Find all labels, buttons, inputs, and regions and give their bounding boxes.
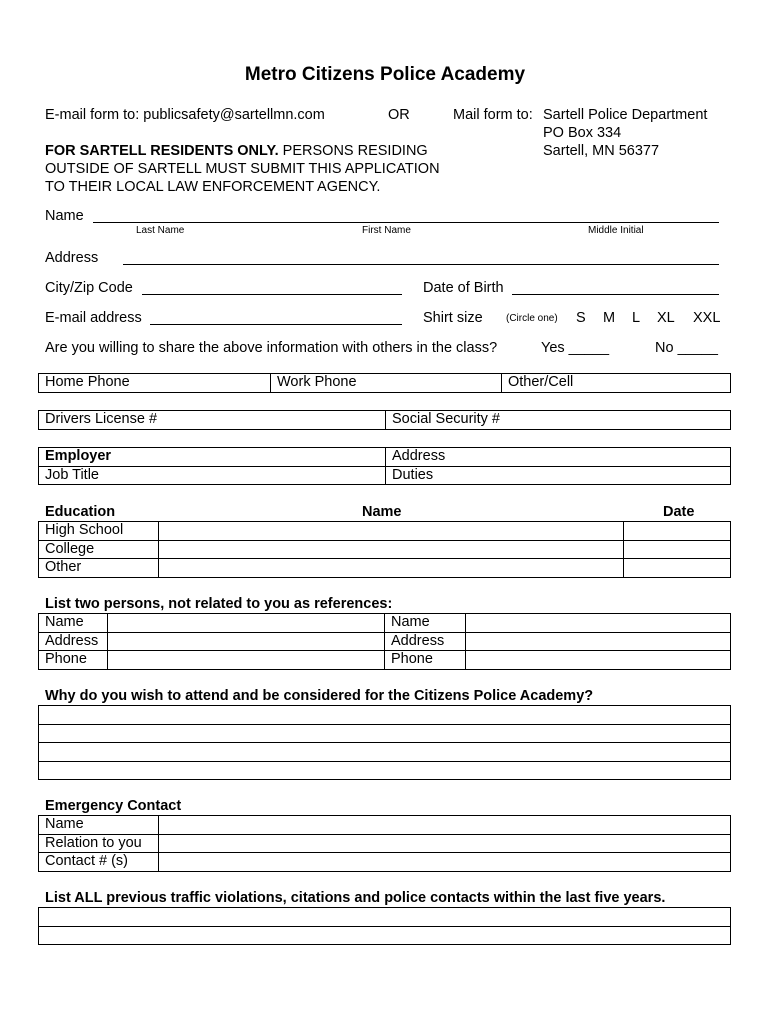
references-table [38, 613, 731, 670]
form-title: Metro Citizens Police Academy [244, 64, 526, 85]
references-row [39, 651, 731, 670]
emergency-contact-table [38, 815, 731, 872]
why-attend-heading: Why do you wish to attend and be considered for the Citizens Police Academy? [45, 688, 594, 704]
employer-label: Employer [45, 448, 112, 465]
dob-label: Date of Birth [423, 280, 504, 296]
employment-table [38, 447, 731, 485]
violations-table [38, 907, 731, 945]
residency-notice-line3: TO THEIR LOCAL LAW ENFORCEMENT AGENCY. [45, 179, 381, 195]
email-address-label: E-mail address [45, 310, 142, 326]
emergency-row [39, 834, 731, 853]
middle-initial-caption: Middle Initial [588, 225, 644, 236]
job-title-field[interactable] [39, 466, 386, 485]
emergency-contact-heading: Emergency Contact [45, 798, 182, 814]
share-info-question: Are you willing to share the above information with others in the class? [45, 340, 498, 356]
college-name-field[interactable] [159, 540, 624, 559]
circle-one-note: (Circle one) [506, 313, 558, 324]
violations-line[interactable] [39, 926, 731, 945]
duties-label: Duties [392, 466, 434, 483]
work-phone-label: Work Phone [277, 374, 357, 391]
employer-field[interactable] [39, 448, 386, 467]
reference1-address-label [39, 632, 108, 651]
education-row-label [39, 559, 159, 578]
education-row [39, 540, 731, 559]
shirt-size-xxl[interactable]: XXL [693, 310, 721, 326]
mail-instructions-label: Mail form to: [453, 107, 533, 123]
why-attend-line[interactable] [39, 761, 731, 780]
mail-address-line2: PO Box 334 [543, 125, 622, 141]
college-label: College [45, 540, 95, 557]
education-heading: Education [45, 504, 116, 520]
home-phone-field[interactable] [39, 374, 271, 393]
employer-address-field[interactable] [386, 448, 731, 467]
ssn-label: Social Security # [392, 411, 500, 428]
education-row-label [39, 540, 159, 559]
education-row [39, 559, 731, 578]
reference-row-label: Phone [391, 651, 433, 668]
emergency-row [39, 816, 731, 835]
drivers-license-field[interactable] [39, 411, 386, 430]
email-instructions: E-mail form to: publicsafety@sartellmn.com [45, 107, 325, 123]
reference1-phone-label [39, 651, 108, 670]
why-attend-line[interactable] [39, 724, 731, 743]
emergency-contact-number-label [39, 853, 159, 872]
shirt-size-xl[interactable]: XL [657, 310, 675, 326]
mail-address-line1: Sartell Police Department [543, 107, 708, 123]
reference2-phone-label [385, 651, 466, 670]
references-row [39, 632, 731, 651]
education-name-column: Name [362, 504, 402, 520]
other-education-name-field[interactable] [159, 559, 624, 578]
education-row-label [39, 522, 159, 541]
shirt-size-l[interactable]: L [632, 310, 641, 326]
education-date-column: Date [663, 504, 695, 520]
references-row [39, 614, 731, 633]
ssn-field[interactable] [386, 411, 731, 430]
other-education-date-field[interactable] [624, 559, 731, 578]
reference1-address-field[interactable] [108, 632, 385, 651]
address-label: Address [45, 250, 99, 266]
share-yes-option[interactable]: Yes _____ [541, 340, 610, 356]
reference1-name-label [39, 614, 108, 633]
emergency-relation-field[interactable] [159, 834, 731, 853]
city-zip-field[interactable] [142, 294, 402, 295]
job-title-label: Job Title [45, 466, 99, 483]
other-cell-label: Other/Cell [508, 374, 574, 391]
high-school-date-field[interactable] [624, 522, 731, 541]
name-label: Name [45, 208, 84, 224]
emergency-row-label: Contact # (s) [45, 853, 128, 870]
education-table [38, 521, 731, 578]
shirt-size-label: Shirt size [423, 310, 483, 326]
city-zip-label: City/Zip Code [45, 280, 133, 296]
emergency-contact-number-field[interactable] [159, 853, 731, 872]
reference-row-label: Name [45, 614, 84, 631]
residency-notice-bold: FOR SARTELL RESIDENTS ONLY. [45, 143, 279, 159]
shirt-size-s[interactable]: S [576, 310, 586, 326]
emergency-name-label [39, 816, 159, 835]
high-school-name-field[interactable] [159, 522, 624, 541]
emergency-name-field[interactable] [159, 816, 731, 835]
emergency-row-label: Name [45, 816, 84, 833]
references-heading: List two persons, not related to you as references: [45, 596, 393, 612]
reference-row-label: Address [391, 632, 445, 649]
duties-field[interactable] [386, 466, 731, 485]
ids-table [38, 410, 731, 430]
why-attend-line[interactable] [39, 706, 731, 725]
reference-row-label: Name [391, 614, 430, 631]
home-phone-label: Home Phone [45, 374, 130, 391]
other-cell-field[interactable] [502, 374, 731, 393]
reference2-address-label [385, 632, 466, 651]
violations-heading: List ALL previous traffic violations, citations and police contacts within the last five years. [45, 890, 666, 906]
college-date-field[interactable] [624, 540, 731, 559]
work-phone-field[interactable] [271, 374, 502, 393]
residency-notice-line2: OUTSIDE OF SARTELL MUST SUBMIT THIS APPLICATION [45, 161, 440, 177]
reference2-address-field[interactable] [466, 632, 731, 651]
dob-field[interactable] [512, 294, 719, 295]
first-name-caption: First Name [362, 225, 411, 236]
why-attend-line[interactable] [39, 743, 731, 762]
mail-address-line3: Sartell, MN 56377 [543, 143, 660, 159]
reference2-name-field[interactable] [466, 614, 731, 633]
reference-row-label: Phone [45, 651, 87, 668]
or-label: OR [388, 107, 410, 123]
reference2-name-label [385, 614, 466, 633]
residency-notice-rest: PERSONS RESIDING [278, 143, 428, 159]
email-address-field[interactable] [150, 324, 402, 325]
residency-notice-line1 [45, 143, 428, 159]
high-school-label: High School [45, 522, 124, 539]
last-name-caption: Last Name [136, 225, 185, 236]
emergency-row [39, 853, 731, 872]
reference2-phone-field[interactable] [466, 651, 731, 670]
share-no-option[interactable]: No _____ [655, 340, 718, 356]
other-education-label: Other [45, 559, 82, 576]
reference1-name-field[interactable] [108, 614, 385, 633]
why-attend-table [38, 705, 731, 780]
reference-row-label: Address [45, 632, 99, 649]
reference1-phone-field[interactable] [108, 651, 385, 670]
emergency-row-label: Relation to you [45, 834, 142, 851]
name-field[interactable] [93, 222, 719, 223]
shirt-size-m[interactable]: M [603, 310, 616, 326]
drivers-license-label: Drivers License # [45, 411, 158, 428]
emergency-relation-label [39, 834, 159, 853]
address-field[interactable] [123, 264, 719, 265]
violations-line[interactable] [39, 908, 731, 927]
education-row [39, 522, 731, 541]
phones-table [38, 373, 731, 393]
employer-address-label: Address [392, 448, 446, 465]
